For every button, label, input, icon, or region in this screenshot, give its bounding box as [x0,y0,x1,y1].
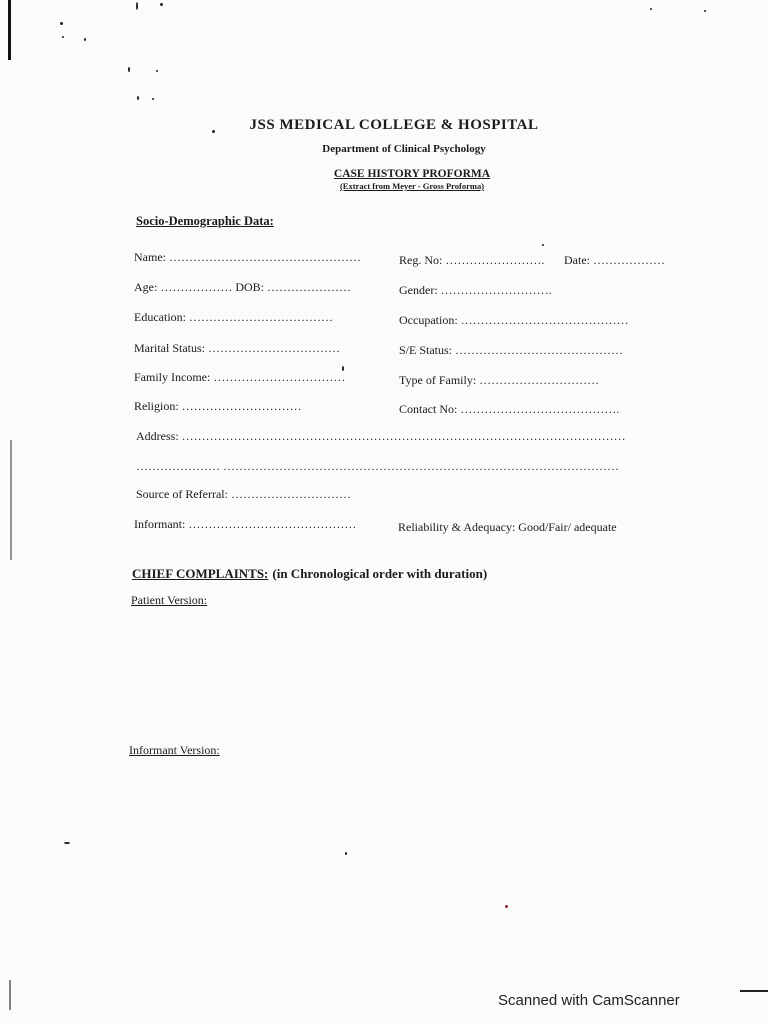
source-of-referral-field: Source of Referral: ………………………… [136,487,351,501]
scan-speck [128,67,130,72]
chief-complaints-heading-row [132,565,487,583]
scan-speck [152,98,154,100]
name-field: Name: ………………………………………… [134,250,361,264]
contact-no-field: Contact No: …………………………………. [399,402,620,416]
form-subtitle: (Extract from Meyer - Gross Proforma) [339,181,485,191]
address-continuation: ………………… ……………………………………………………………………………………… [136,459,619,473]
informant-version-label: Informant Version: [129,743,220,757]
patient-version-label: Patient Version: [131,593,208,607]
occupation-field: Occupation: …………………………………… [399,313,629,327]
scan-speck [160,3,163,6]
socio-demographic-heading: Socio-Demographic Data: [136,214,274,228]
reliability-field: Reliability & Adequacy: Good/Fair/ adequate [398,520,617,534]
scan-speck [505,905,508,908]
scan-edge-mark [9,980,11,1010]
scan-speck [136,2,138,10]
scan-speck [156,70,158,72]
marital-status-field: Marital Status: …………………………… [134,341,340,355]
scan-edge-mark [740,990,768,992]
scan-speck [64,842,70,844]
scan-speck [137,96,139,100]
chief-complaints-note: (in Chronological order with duration) [272,566,488,581]
scan-speck [62,36,64,38]
scan-edge-mark [10,440,12,560]
religion-field: Religion: ………………………… [134,399,302,413]
informant-field: Informant: …………………………………… [134,517,357,531]
scanner-watermark: Scanned with CamScanner [498,992,680,1009]
education-field: Education: ……………………………… [134,310,333,324]
family-income-field: Family Income: …………………………… [134,370,346,384]
page-title: JSS MEDICAL COLLEGE & HOSPITAL [249,117,539,133]
scan-speck [542,244,544,246]
date-field: Date: ……………… [564,253,665,267]
scan-speck [84,38,86,41]
address-field: Address: ………………………………………………………………………………………………… [136,429,626,443]
se-status-field: S/E Status: …………………………………… [399,343,624,357]
chief-complaints-heading: CHIEF COMPLAINTS: [132,566,269,581]
type-of-family-field: Type of Family: ………………………… [399,373,600,387]
scan-speck [60,22,63,25]
scan-speck [345,852,347,855]
age-dob-field: Age: ……………… DOB: ………………… [134,280,351,294]
scan-speck [704,10,706,12]
reg-no-field: Reg. No: ……………………. [399,253,545,267]
department-name: Department of Clinical Psychology [322,143,486,155]
scan-speck [650,8,652,10]
form-title: CASE HISTORY PROFORMA [333,168,491,180]
scan-edge-mark [8,0,11,60]
gender-field: Gender: ………………………. [399,283,552,297]
